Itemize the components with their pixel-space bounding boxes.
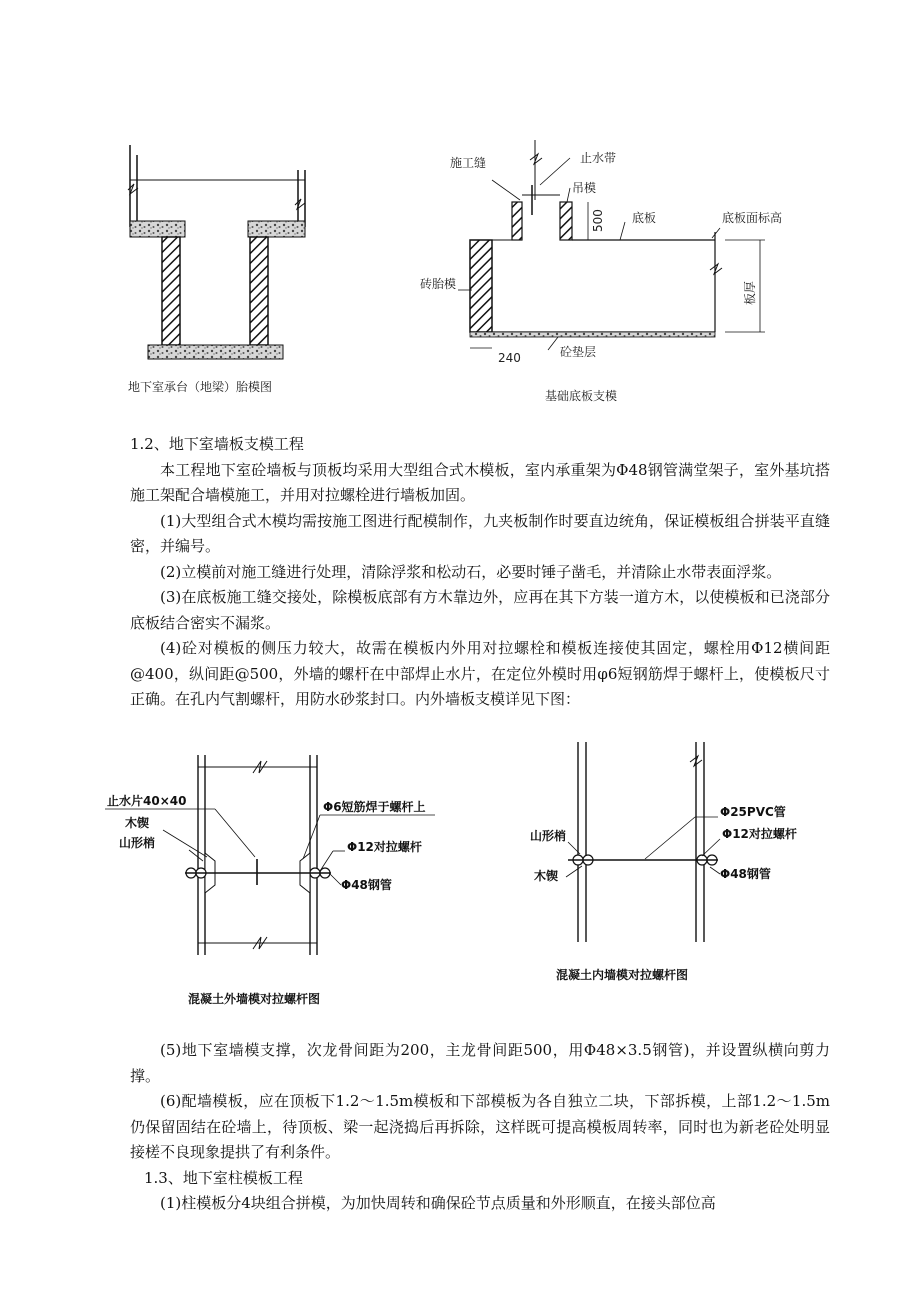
label-water-plate: 止水片40×40	[107, 794, 187, 808]
label-waterstop: 止水带	[580, 151, 617, 165]
label-wood-wedge: 木锲	[125, 816, 150, 830]
label-hanging-form: 吊模	[572, 181, 597, 195]
section-1-2-continued	[130, 1038, 830, 1217]
figure-1-caption: 地下室承台（地梁）胎模图	[128, 380, 273, 394]
label-500: 500	[591, 209, 605, 232]
figure-4-caption: 混凝土内墙模对拉螺杆图	[556, 968, 689, 982]
section-1-3-item-1: (1)柱模板分4块组合拼模，为加快周转和确保砼节点质量和外形顺直，在接头部位高	[160, 1194, 716, 1212]
figure-3-caption: 混凝土外墙模对拉螺杆图	[188, 992, 321, 1006]
slab-formwork-diagram	[420, 140, 783, 380]
section-1-2-item-5: (5)地下室墙模支撑，次龙骨间距为200，主龙骨间距500，用Φ48×3.5钢管)，并设置纵横向剪力撑。	[130, 1041, 830, 1085]
section-1-2-item-6: (6)配墙模板，应在顶板下1.2～1.5m模板和下部模板为各自独立二块，下部拆模，上部1.2～1.5m仍保留固结在砼墙上，待顶板、梁一起浇捣后再拆除，这样既可提高模板周转率，同时也为新老砼处明显接槎不良现象提拱了有利条件。	[130, 1092, 830, 1161]
label-pvc-pipe: Φ25PVC管	[720, 805, 786, 819]
section-1-2-item-4: (4)砼对模板的侧压力较大，故需在模板内外用对拉螺栓和模板连接使其固定，螺栓用Φ12横间距@400，纵间距@500，外墙的螺杆在中部焊止水片，在定位外模时用φ6短钢筋焊于螺杆上，使模板尺寸正确。在孔内气割螺杆，用防水砂浆封口。内外墙板支模详见下图：	[130, 639, 830, 708]
label-wood-wedge: 木锲	[534, 869, 559, 883]
section-1-3-heading: 1.3、地下室柱模板工程	[144, 1168, 303, 1187]
pile-cap-diagram	[120, 145, 320, 365]
section-1-2-item-2: (2)立模前对施工缝进行处理，清除浮浆和松动石，必要时锤子凿毛，并清除止水带表面浮浆。	[160, 562, 782, 581]
label-bottom-slab: 底板	[632, 211, 657, 225]
section-1-2	[130, 432, 830, 713]
label-steel-pipe: Φ48钢管	[720, 867, 771, 881]
figure-2-caption: 基础底板支模	[545, 389, 618, 403]
figure-pile-cap-brick-form	[120, 145, 320, 365]
section-1-2-intro: 本工程地下室砼墙板与顶板均采用大型组合式木模板，室内承重架为Φ48钢管满堂架子，室外基坑搭施工架配合墙模施工，并用对拉螺栓进行墙板加固。	[130, 460, 830, 504]
figure-exterior-wall-tie-bolt	[105, 755, 485, 965]
section-1-2-item-1: (1)大型组合式木模均需按施工图进行配模制作，九夹板制作时要直边统角，保证模板组合拼装平直缝密，并编号。	[130, 511, 830, 555]
label-slab-thickness: 板厚	[743, 280, 757, 305]
exterior-wall-diagram	[105, 755, 485, 965]
figure-interior-wall-tie-bolt	[520, 742, 840, 942]
label-construction-joint: 施工缝	[450, 156, 487, 170]
section-1-2-item-3: (3)在底板施工缝交接处，除模板底部有方木靠边外，应再在其下方装一道方木，以使模板和已浇部分底板结合密实不漏浆。	[130, 588, 830, 632]
section-1-2-heading: 1.2、地下室墙板支模工程	[130, 435, 304, 453]
interior-wall-diagram	[520, 742, 840, 942]
label-240: 240	[498, 351, 521, 365]
figure-slab-formwork	[420, 140, 783, 380]
label-rebar-weld: Φ6短筋焊于螺杆上	[323, 800, 426, 814]
label-tie-bolt: Φ12对拉螺杆	[722, 827, 797, 841]
label-tie-bolt: Φ12对拉螺杆	[347, 840, 422, 854]
label-mountain-pin: 山形梢	[119, 836, 156, 850]
label-steel-pipe: Φ48钢管	[341, 878, 392, 892]
label-slab-top-elevation: 底板面标高	[722, 211, 783, 225]
label-brick-form: 砖胎模	[420, 277, 457, 291]
label-concrete-cushion: 砼垫层	[560, 345, 597, 359]
label-mountain-pin: 山形梢	[530, 829, 567, 843]
